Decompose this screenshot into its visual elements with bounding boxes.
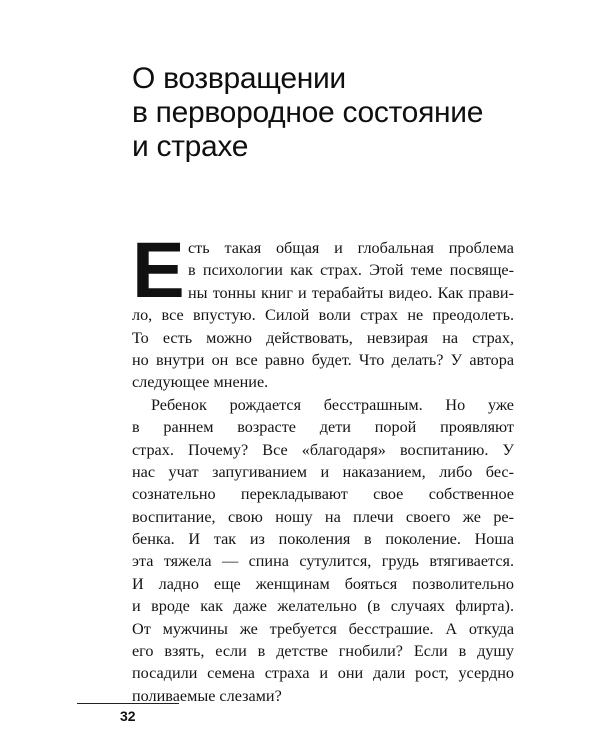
text-line: сть такая общая и глобальная проблема (188, 239, 514, 257)
text-line: но внутри он все равно будет. Что делать? У автора (132, 350, 514, 369)
text-line: поливаемые слезами? (132, 686, 282, 705)
text-line: страх. Почему? Все «благодаря» воспитанию. У (132, 440, 514, 459)
text-line: в психологии как страх. Этой теме посвяще- (188, 261, 514, 280)
page-number: 32 (120, 708, 136, 724)
text-line: бенка. И так из поколения в поколение. Ноша (132, 530, 514, 549)
chapter-title-line: и страхе (132, 130, 249, 163)
text-line: Ребенок рождается бесстрашным. Но уже (151, 395, 514, 414)
text-line: нас учат запугиванием и наказанием, либо бес- (132, 462, 514, 481)
chapter-title (132, 62, 572, 164)
text-line: От мужчины же требуется бесстрашие. А откуда (132, 619, 514, 638)
text-line: посадили семена страха и они дали рост, усердно (132, 664, 514, 683)
text-line: сознательно перекладывают свое собственное (132, 485, 514, 504)
chapter-title-line: О возвращении (132, 62, 346, 95)
text-line: То есть можно действовать, невзирая на страх, (132, 328, 514, 347)
text-line: в раннем возрасте дети порой проявляют (132, 418, 514, 437)
footer-rule (77, 703, 179, 704)
text-line: ло, все впустую. Силой воли страх не преодолеть. (132, 306, 514, 325)
drop-cap: Е (132, 225, 185, 314)
text-line: И ладно еще женщинам бояться позволительно (132, 574, 514, 593)
text-line: эта тяжела — спина сутулится, грудь втягивается. (132, 552, 514, 571)
text-line: ны тонны книг и терабайты видео. Как прави- (188, 283, 514, 302)
chapter-title-line: в первородное состояние (132, 96, 484, 129)
text-line: и вроде как даже желательно (в случаях флирта). (132, 597, 514, 616)
text-line: следующее мнение. (132, 373, 269, 392)
body-text (132, 225, 514, 707)
text-line: воспитание, свою ношу на плечи своего же ре- (132, 507, 514, 526)
text-line: его взять, если в детстве гнобили? Если в душу (132, 642, 514, 661)
